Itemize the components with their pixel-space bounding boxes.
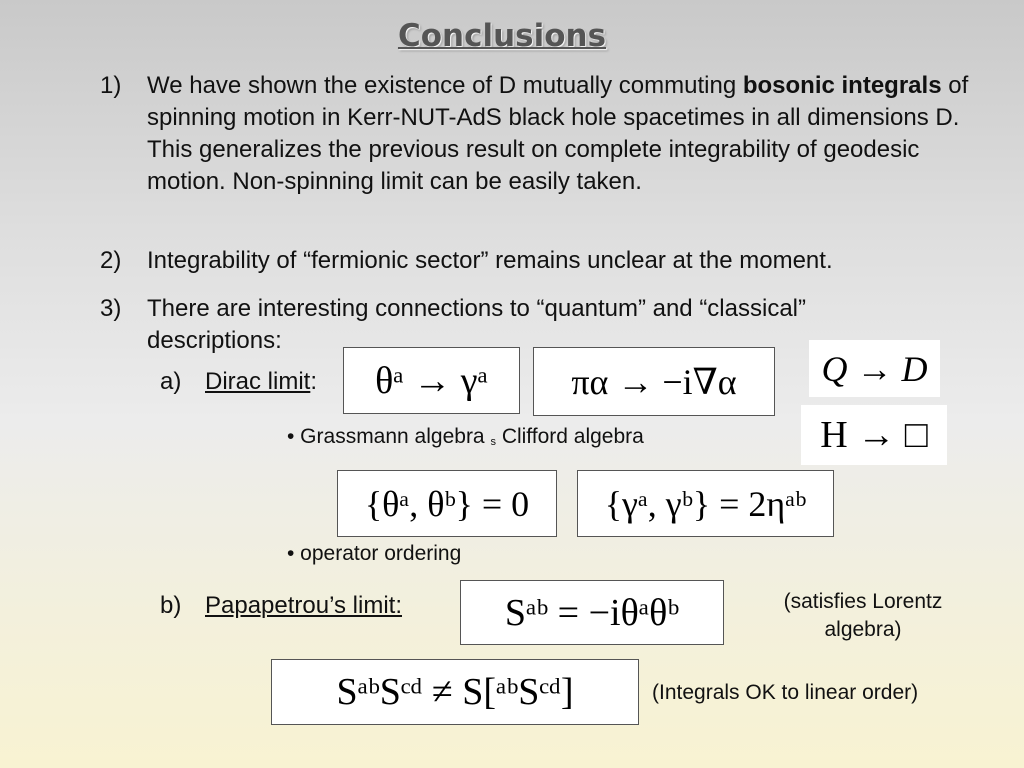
eq-spin-product-text: SᵃᵇSᶜᵈ ≠ S[ᵃᵇSᶜᵈ] — [336, 671, 574, 713]
item-3-text: There are interesting connections to “quantum” and “classical” descriptions: — [147, 295, 806, 354]
eq-spin-tensor-text: Sᵃᵇ = −iθᵃθᵇ — [504, 591, 680, 634]
papapetrou-limit-label: Papapetrou’s limit: — [205, 592, 402, 619]
eq-theta-to-gamma-text: θᵃ → γᵃ — [375, 359, 488, 402]
arrow-glyph: s — [490, 436, 496, 448]
clifford-text: Clifford algebra — [501, 425, 644, 448]
eq-theta-anticommutator-text: {θᵃ, θᵇ} = 0 — [364, 483, 530, 524]
bullet-grassmann — [287, 425, 644, 449]
eq-gamma-anticommutator-text: {γᵃ, γᵇ} = 2ηᵃᵇ — [604, 483, 807, 524]
bullet-operator-ordering: • operator ordering — [287, 542, 462, 565]
sub-a-number: a) — [160, 368, 182, 395]
item-1-part-3: of spinning motion in Kerr-NUT-AdS black hole spacetimes in all dimensions D. This generalizes the previous result on complete integrability of geodesic motion. Non-spinning limit can be easily taken. — [147, 72, 969, 195]
eq-spin-product — [271, 659, 639, 725]
item-3-number: 3) — [100, 295, 122, 322]
lorentz-note-line2: algebra) — [824, 618, 902, 641]
item-1-number: 1) — [100, 72, 122, 99]
eq-theta-anticommutator — [337, 470, 557, 537]
lorentz-note — [748, 588, 978, 644]
eq-spin-tensor — [460, 580, 724, 645]
eq-q-to-d — [809, 340, 940, 397]
item-1-bold: bosonic integrals — [742, 72, 942, 99]
item-2-text: Integrability of “fermionic sector” remains unclear at the moment. — [147, 247, 833, 274]
item-1-text — [147, 70, 977, 198]
eq-h-to-box — [801, 405, 947, 465]
lorentz-note-line1: (satisfies Lorentz — [783, 590, 943, 613]
eq-pi-to-nabla-text: πα → −i∇α — [571, 361, 737, 402]
item-2-number: 2) — [100, 247, 122, 274]
slide-title: Conclusions — [397, 18, 607, 54]
eq-gamma-anticommutator — [577, 470, 834, 537]
dirac-limit-label: Dirac limit — [205, 368, 311, 395]
integrals-note: (Integrals OK to linear order) — [652, 681, 919, 704]
eq-h-to-box-text: H → □ — [820, 414, 928, 456]
grassmann-text: • Grassmann algebra — [287, 425, 485, 448]
eq-theta-to-gamma — [343, 347, 520, 414]
sub-a-label-wrap — [205, 366, 317, 398]
eq-pi-to-nabla — [533, 347, 775, 416]
sub-b-number: b) — [160, 592, 182, 619]
eq-q-to-d-text: Q → D — [821, 348, 928, 389]
dirac-colon: : — [310, 368, 317, 395]
item-1-part-1: We have shown the existence of D mutually commuting — [147, 72, 743, 99]
